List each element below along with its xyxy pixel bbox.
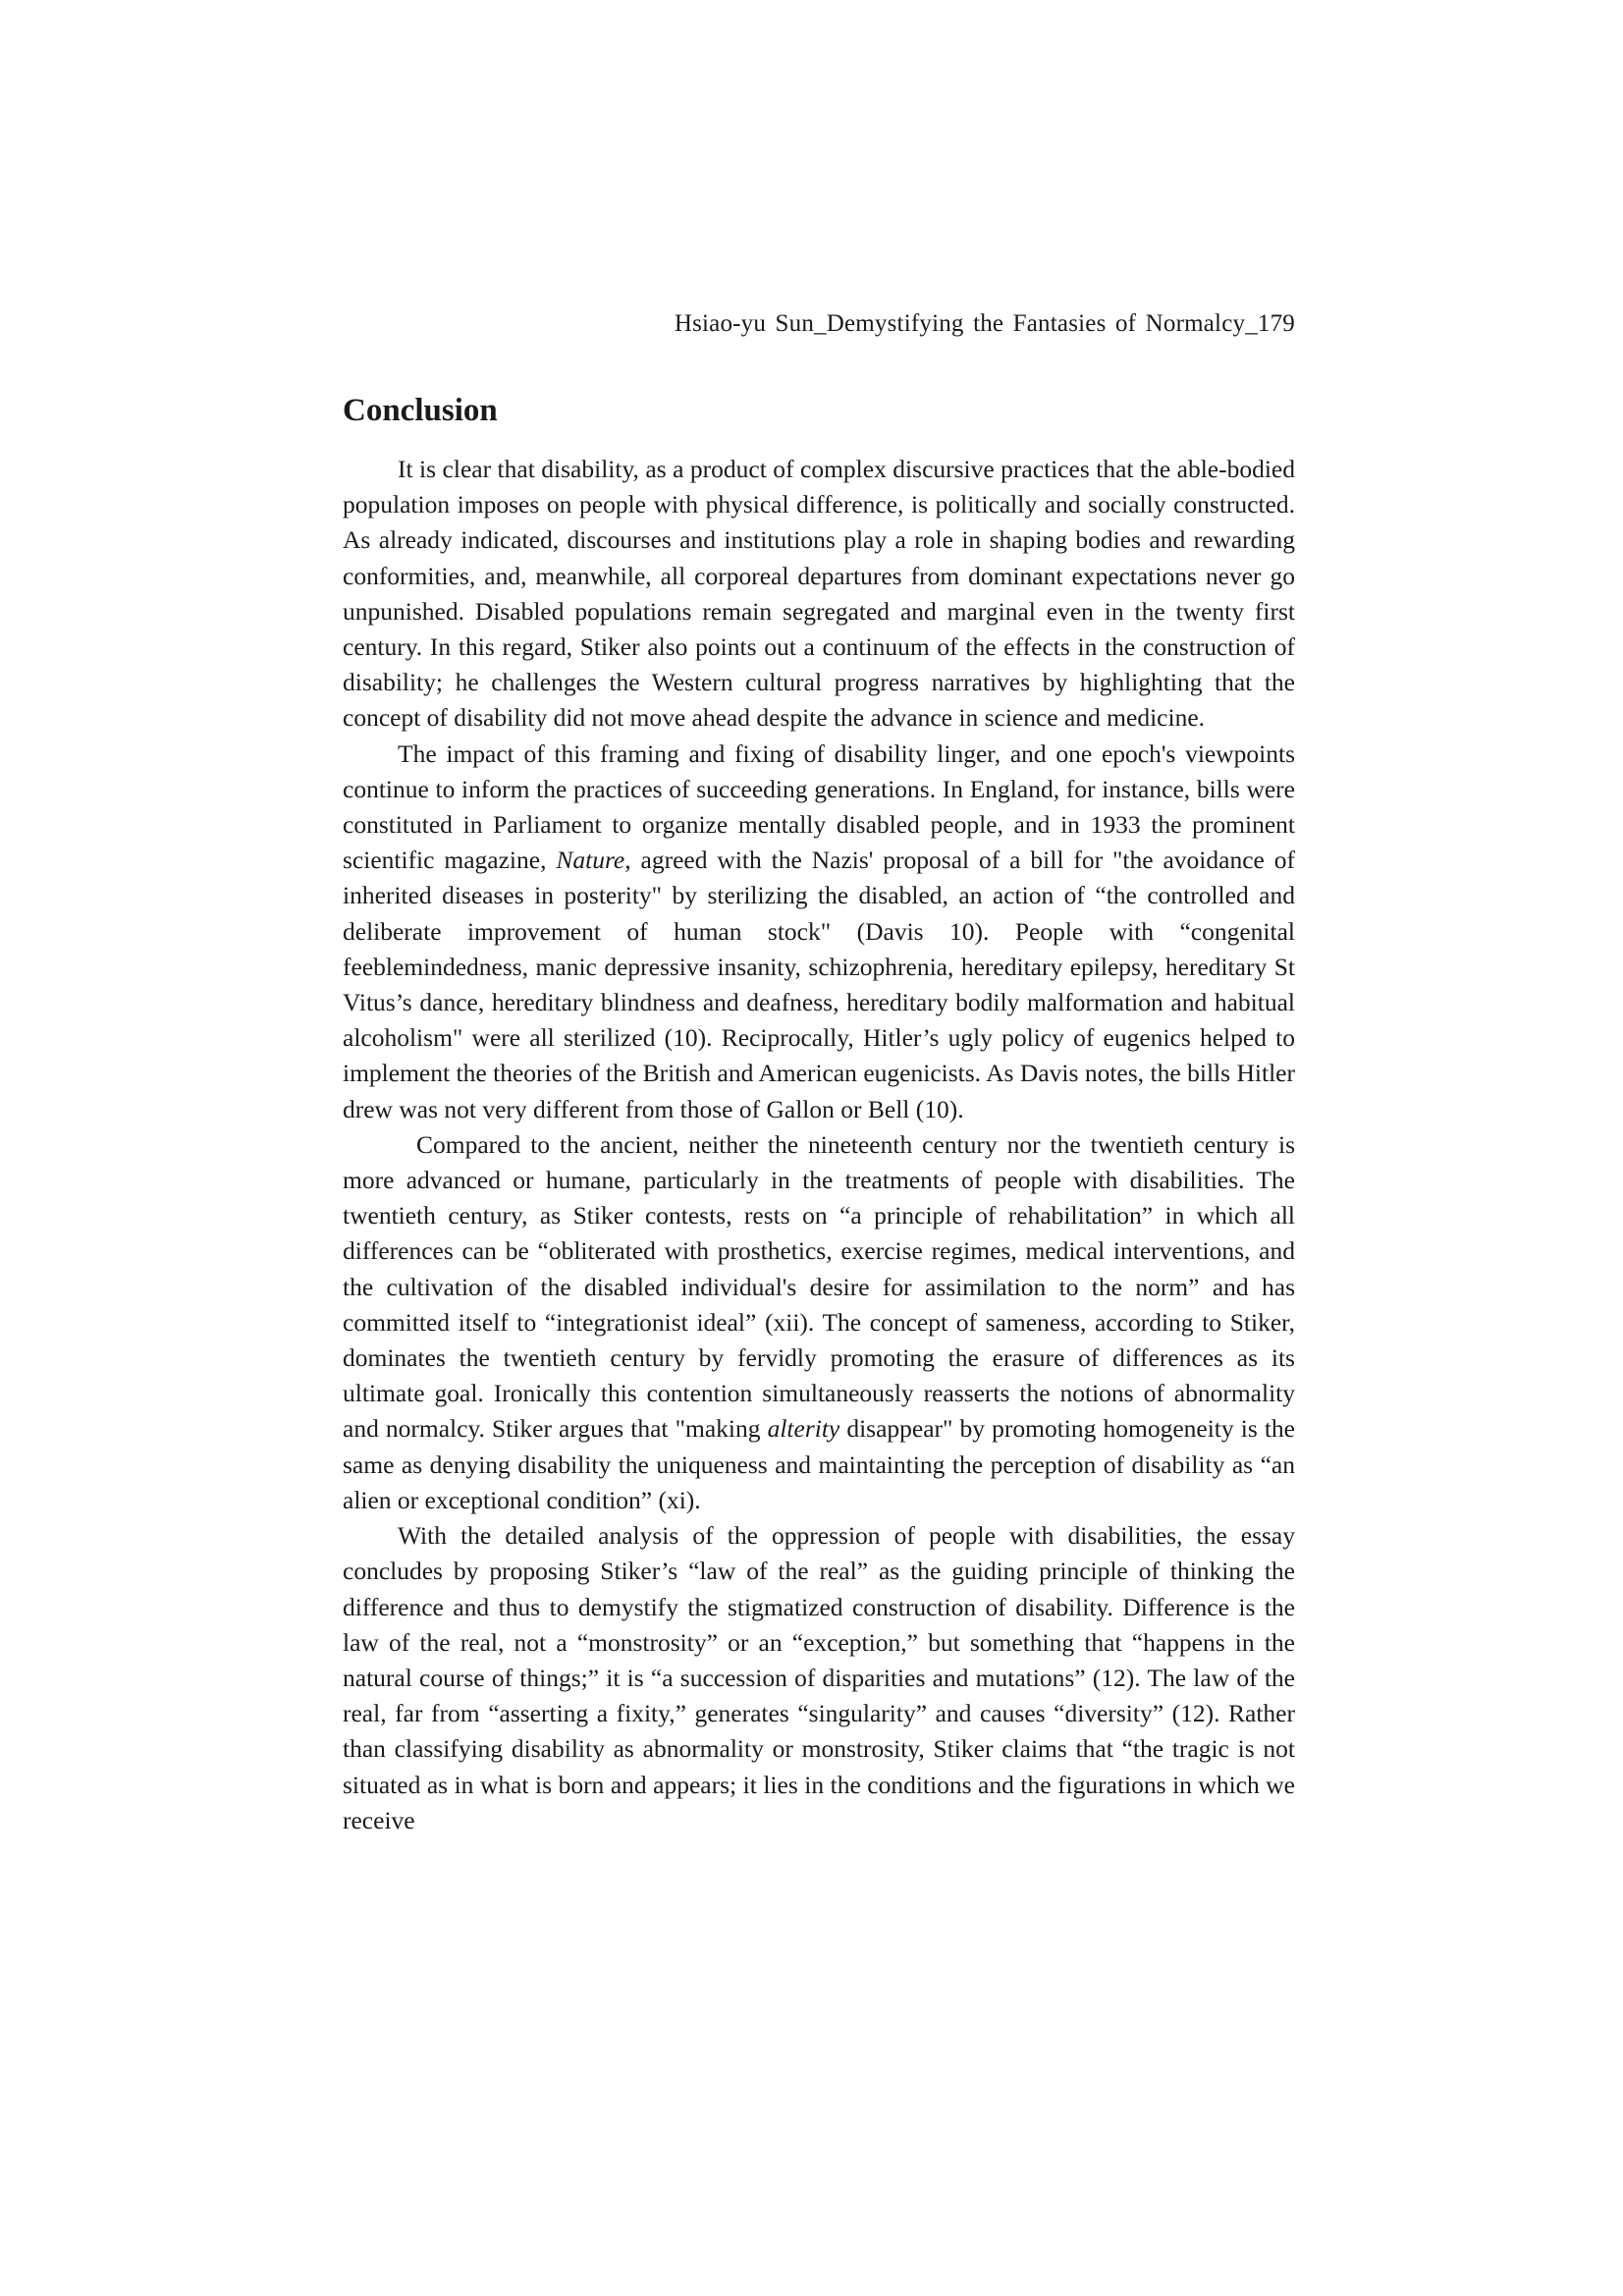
paragraph-3-part-1: Compared to the ancient, neither the nineteenth century nor the twentieth century is more advanced or humane, particularly in the treatments of people with disabilities. The twentieth century, as Stiker contests, rests on “a principle of rehabilitation” in which all differences can be “obliterated with prosthetics, exercise regimes, medical interventions, and the cultivation of the disabled individual's desire for assimilation to the norm” and has committed itself to “integrationist ideal” (xii). The concept of sameness, according to Stiker, dominates the twentieth century by fervidly promoting the erasure of differences as its ultimate goal. Ironically this contention simultaneously reasserts the notions of abnormality and normalcy. Stiker argues that "making [343, 1129, 1295, 1444]
paragraph-1: It is clear that disability, as a product of complex discursive practices that the able-bodied population imposes on people with physical difference, is politically and socially constructed. As already indicated, discourses and institutions play a role in shaping bodies and rewarding conformities, and, meanwhile, all corporeal departures from dominant expectations never go unpunished. Disabled populations remain segregated and marginal even in the twenty first century. In this regard, Stiker also points out a continuum of the effects in the construction of disability; he challenges the Western cultural progress narratives by highlighting that the concept of disability did not move ahead despite the advance in science and medicine. [343, 455, 1295, 733]
paragraph-2 [343, 737, 1295, 1127]
term-alterity: alterity [767, 1414, 840, 1444]
paragraph-2-part-2: , agreed with the Nazis' proposal of a bill for "the avoidance of inherited diseases in posterity" by sterilizing the disabled, an action of “the controlled and deliberate improvement of human stock" (Davis 10). People with “congenital feeblemindedness, manic depressive insanity, schizophrenia, hereditary epilepsy, hereditary St Vitus’s dance, hereditary blindness and deafness, hereditary bodily malformation and habitual alcoholism" were all sterilized (10). Reciprocally, Hitler’s ugly policy of eugenics helped to implement the theories of the British and American eugenicists. As Davis notes, the bills Hitler drew was not very different from those of Gallon or Bell (10). [343, 846, 1295, 1123]
journal-title-nature: Nature [556, 846, 625, 875]
journal-page [343, 0, 1295, 2296]
section-heading: Conclusion [343, 393, 498, 428]
paragraph-3 [343, 1127, 1295, 1518]
paragraph-2-part-1: The impact of this framing and fixing of disability linger, and one epoch's viewpoints continue to inform the practices of succeeding generations. In England, for instance, bills were constituted in Parliament to organize mentally disabled people, and in 1933 the prominent scientific magazine, [343, 738, 1295, 875]
paragraph-4: With the detailed analysis of the oppression of people with disabilities, the essay concludes by proposing Stiker’s “law of the real” as the guiding principle of thinking the difference and thus to demystify the stigmatized construction of disability. Difference is the law of the real, not a “monstrosity” or an “exception,” but something that “happens in the natural course of things;” it is “a succession of disparities and mutations” (12). The law of the real, far from “asserting a fixity,” generates “singularity” and causes “diversity” (12). Rather than classifying disability as abnormality or monstrosity, Stiker claims that “the tragic is not situated as in what is born and appears; it lies in the conditions and the figurations in which we receive [343, 1521, 1295, 1834]
paragraph-3-part-2: disappear" by promoting homogeneity is the same as denying disability the uniqueness and maintainting the perception of disability as “an alien or exceptional condition” (xi). [343, 1414, 1295, 1514]
running-header: Hsiao-yu Sun_Demystifying the Fantasies of Normalcy_179 [674, 310, 1295, 337]
body-text [343, 452, 1295, 1838]
